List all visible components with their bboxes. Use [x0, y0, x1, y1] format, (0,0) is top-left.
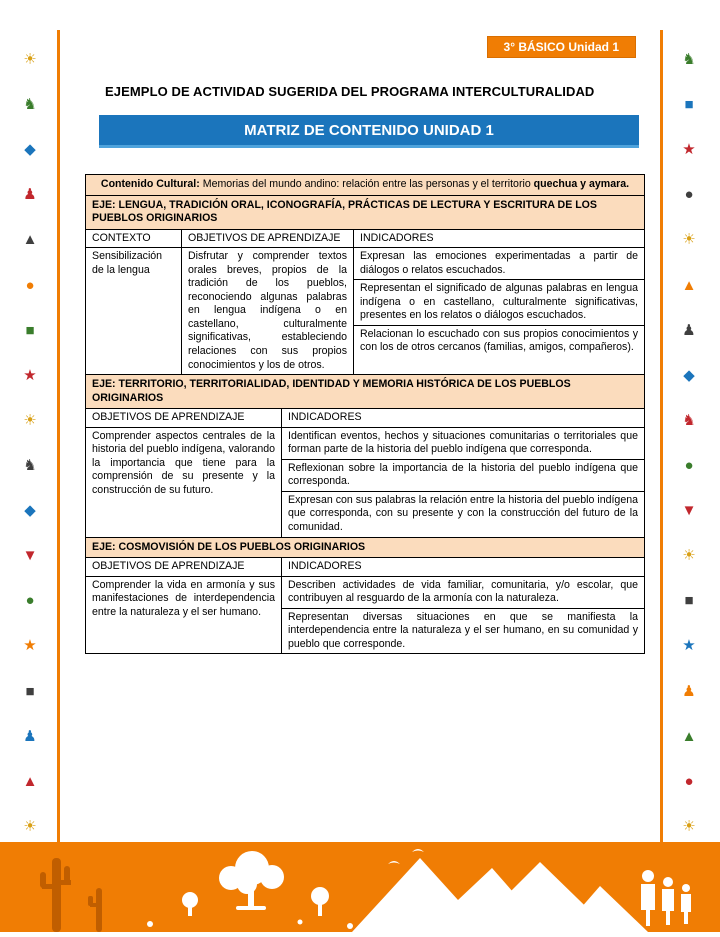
andean-motif-icon: ☀	[682, 817, 696, 835]
andean-motif-icon: ☀	[682, 231, 696, 249]
header-objetivos: OBJETIVOS DE APRENDIZAJE	[182, 230, 354, 248]
andean-motif-icon: ★	[682, 141, 696, 159]
andean-motif-icon: ●	[684, 456, 694, 474]
section2-header-row	[86, 409, 644, 428]
cultural-bold-tail: quechua y aymara.	[533, 178, 630, 190]
unit-badge: 3° BÁSICO Unidad 1	[487, 36, 636, 58]
header-indicadores: INDICADORES	[360, 231, 434, 244]
andean-motif-icon: ♞	[23, 456, 37, 474]
section3-header-row	[86, 558, 644, 577]
andean-motif-icon: ▼	[22, 547, 38, 565]
andean-motif-icon: ☀	[23, 51, 37, 68]
andean-motif-icon: ♞	[682, 51, 696, 68]
indicador-cell: Reflexionan sobre la importancia de la historia del pueblo indígena que corresponda.	[282, 460, 644, 492]
andean-motif-icon: ◆	[24, 502, 36, 520]
eje-row-lengua: EJE: LENGUA, TRADICIÓN ORAL, ICONOGRAFÍA, PRÁCTICAS DE LECTURA Y ESCRITURA DE LOS PUEBLOS ORIGINARIOS	[86, 196, 644, 230]
header-indicadores: INDICADORES	[288, 411, 362, 424]
objetivo-cell: Comprender la vida en armonía y sus manifestaciones de interdependencia entre la naturaleza y el ser humano.	[86, 577, 282, 654]
andean-motif-icon: ●	[25, 276, 35, 294]
indicador-cell: Representan diversas situaciones en que se manifiesta la interdependencia entre la naturaleza y el ser humano, en su comunidad y pueblo que corresponde.	[288, 610, 638, 650]
objetivo-cell: Comprender aspectos centrales de la historia del pueblo indígena, valorando la importancia que tiene para la comprensión de su presente y la construcción de su futuro.	[86, 428, 282, 537]
cultural-text: Memorias del mundo andino: relación entre las personas y el territorio	[199, 178, 534, 190]
andean-motif-icon: ◆	[683, 366, 695, 384]
andean-motif-icon: ☀	[23, 411, 37, 429]
page-kicker: EJEMPLO DE ACTIVIDAD SUGERIDA DEL PROGRAMA INTERCULTURALIDAD	[105, 84, 595, 99]
andean-motif-icon: ▲	[22, 772, 38, 790]
andean-motif-icon: ♞	[23, 96, 37, 114]
indicadores-stack	[354, 248, 644, 374]
andean-motif-icon: ★	[23, 366, 37, 384]
andean-motif-icon: ☀	[23, 817, 37, 835]
indicador-cell: Describen actividades de vida familiar, comunitaria, y/o escolar, que contribuyen al resguardo de la armonía con la naturaleza.	[282, 577, 644, 609]
header-contexto: CONTEXTO	[86, 230, 182, 248]
section1-body-row	[86, 248, 644, 375]
header-indicadores: INDICADORES	[288, 560, 362, 573]
header-objetivos: OBJETIVOS DE APRENDIZAJE	[86, 558, 282, 576]
indicador-cell: Relacionan lo escuchado con sus propios conocimientos y con los de otros cercanos (familias, amigos, compañeros).	[360, 327, 638, 354]
indicadores-stack	[282, 428, 644, 537]
page-title: MATRIZ DE CONTENIDO UNIDAD 1	[99, 115, 639, 148]
andean-motif-icon: ●	[684, 186, 694, 204]
cultural-label: Contenido Cultural:	[100, 178, 200, 190]
andean-motif-icon: ★	[23, 637, 37, 655]
andean-motif-icon: ▲	[681, 276, 697, 294]
main-content	[85, 84, 645, 654]
andean-motif-icon: ♟	[23, 186, 37, 204]
right-frame-line	[660, 30, 663, 845]
header-objetivos: OBJETIVOS DE APRENDIZAJE	[86, 409, 282, 427]
footer-landscape-art	[0, 842, 720, 932]
andean-motif-icon: ●	[684, 772, 694, 790]
content-matrix-table	[85, 174, 645, 654]
andean-motif-icon: ■	[25, 682, 35, 700]
cultural-content-row	[86, 175, 644, 196]
indicador-cell: Identifican eventos, hechos y situaciones comunitarias o territoriales que forman parte de la historia del pueblo indígena que corresponda.	[282, 428, 644, 460]
indicador-cell: Expresan con sus palabras la relación entre la historia del pueblo indígena que corresponda, con su presente y con la construcción del futuro de la comunidad.	[288, 493, 638, 534]
footer-landscape	[0, 842, 720, 932]
andean-motif-icon: ▼	[681, 502, 697, 520]
left-frame-line	[57, 30, 60, 845]
left-motif-column	[13, 52, 47, 834]
eje-row-territorio: EJE: TERRITORIO, TERRITORIALIDAD, IDENTIDAD Y MEMORIA HISTÓRICA DE LOS PUEBLOS ORIGINARIOS	[86, 375, 644, 409]
andean-motif-icon: ●	[25, 592, 35, 610]
andean-motif-icon: ■	[25, 321, 35, 339]
eje-row-cosmovision: EJE: COSMOVISIÓN DE LOS PUEBLOS ORIGINARIOS	[86, 538, 644, 559]
section2-body-row	[86, 428, 644, 538]
andean-motif-icon: ♞	[682, 411, 696, 429]
andean-motif-icon: ■	[684, 592, 694, 610]
right-motif-column	[672, 52, 706, 834]
andean-motif-icon: ◆	[24, 141, 36, 159]
andean-motif-icon: ♟	[23, 727, 37, 745]
contexto-cell: Sensibilización de la lengua	[86, 248, 182, 374]
indicador-cell: Expresan las emociones experimentadas a partir de diálogos o relatos escuchados.	[354, 248, 644, 280]
andean-motif-icon: ▲	[681, 727, 697, 745]
andean-motif-icon: ♟	[682, 682, 696, 700]
section3-body-row	[86, 577, 644, 654]
andean-motif-icon: ♟	[682, 321, 696, 339]
indicadores-stack	[282, 577, 644, 654]
andean-motif-icon: ☀	[682, 547, 696, 565]
objetivo-cell: Disfrutar y comprender textos orales breves, propios de la tradición de los pueblos, reconociendo algunas palabras en lengua indígena o en castellano, culturalmente significativas, estableciendo relaciones con sus propios conocimientos y los de otros.	[182, 248, 354, 374]
andean-motif-icon: ★	[682, 637, 696, 655]
section1-header-row	[86, 230, 644, 249]
andean-motif-icon: ▲	[22, 231, 38, 249]
andean-motif-icon: ■	[684, 96, 694, 114]
indicador-cell: Representan el significado de algunas palabras en lengua indígena o en castellano, culturalmente significativas, presentes en los relatos o diálogos escuchados.	[354, 280, 644, 326]
